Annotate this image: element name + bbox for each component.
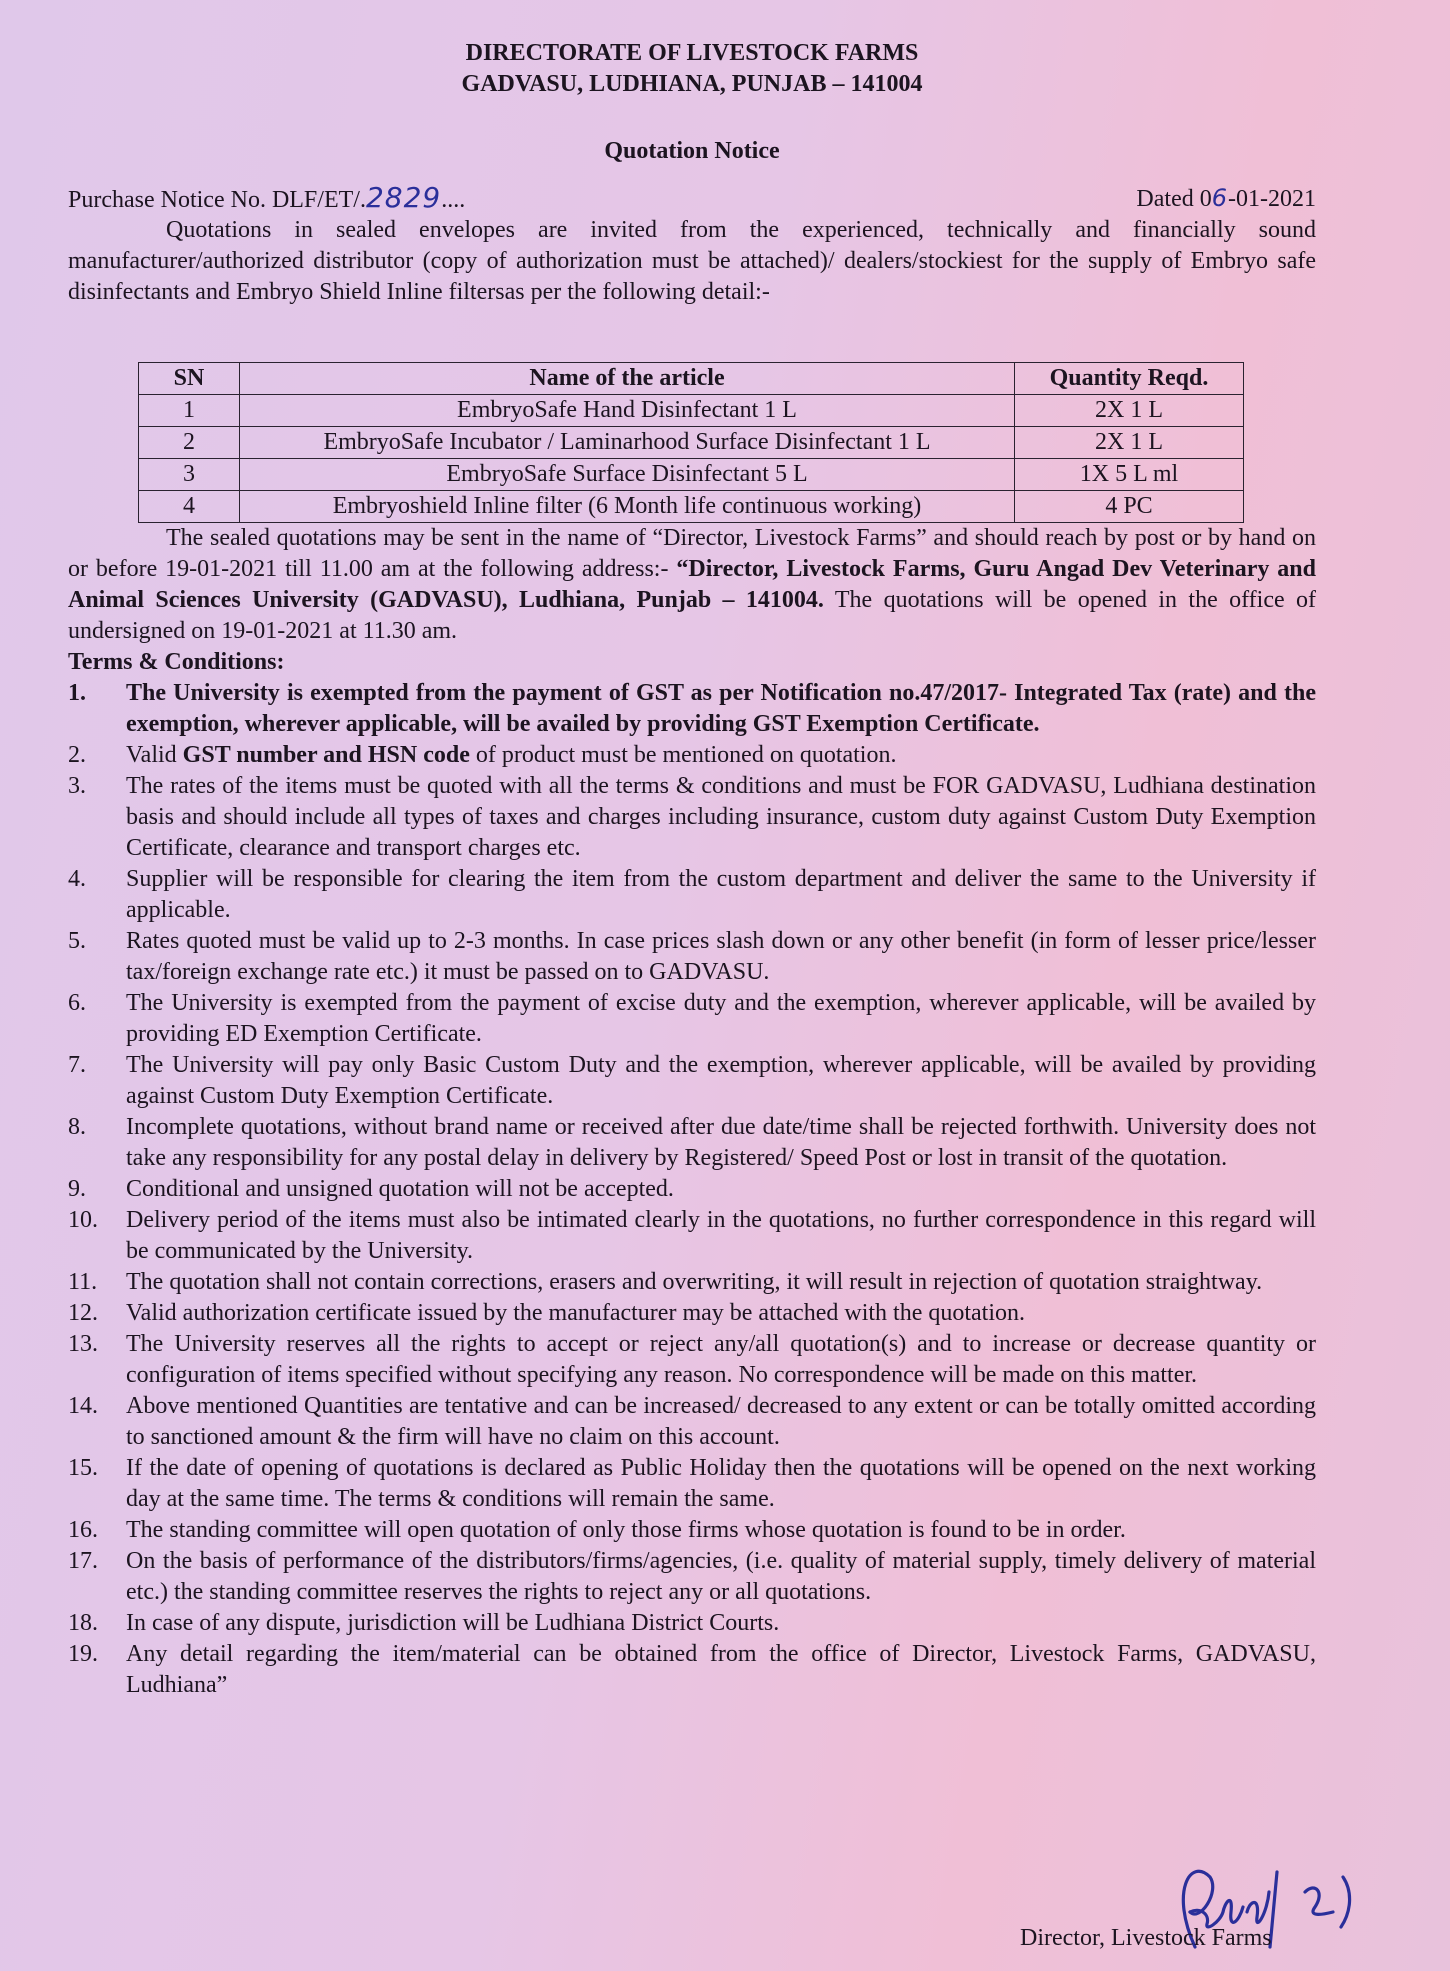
- term-text: Conditional and unsigned quotation will not be accepted.: [126, 1176, 674, 1202]
- signatory-designation: Director, Livestock Farms: [1020, 1925, 1272, 1951]
- term-item: [68, 1298, 1316, 1329]
- header-line-2: GADVASU, LUDHIANA, PUNJAB – 141004: [461, 71, 923, 97]
- term-text: Supplier will be responsible for clearing the item from the custom department and deliver the same to the University if applicable.: [126, 866, 1316, 923]
- term-number: 5.: [68, 928, 86, 954]
- document-page: [68, 38, 1316, 1701]
- submission-address: “Director, Livestock Farms, Guru Angad Dev Veterinary and Animal Sciences University (GADVASU), Ludhiana, Punjab – 141004.: [68, 556, 1316, 613]
- term-text: On the basis of performance of the distributors/firms/agencies, (i.e. quality of material supply, timely delivery of material etc.) the standing committee reserves the rights to reject any or all quotations.: [126, 1548, 1316, 1605]
- cell-sn: 2: [139, 427, 240, 459]
- term-text: Valid GST number and HSN code of product must be mentioned on quotation.: [126, 742, 897, 768]
- header-quantity: Quantity Reqd.: [1015, 363, 1244, 395]
- cell-sn: 3: [139, 459, 240, 491]
- term-number: 13.: [68, 1331, 98, 1357]
- cell-article: Embryoshield Inline filter (6 Month life continuous working): [240, 491, 1015, 523]
- notice-date: Dated 06-01-2021: [1136, 184, 1316, 212]
- items-table: [138, 362, 1244, 523]
- term-text: The University will pay only Basic Custom Duty and the exemption, wherever applicable, will be availed by providing against Custom Duty Exemption Certificate.: [126, 1052, 1316, 1109]
- term-text: If the date of opening of quotations is declared as Public Holiday then the quotations will be opened on the next working day at the same time. The terms & conditions will remain the same.: [126, 1455, 1316, 1512]
- term-number: 7.: [68, 1052, 86, 1078]
- table-row: [139, 491, 1244, 523]
- term-number: 3.: [68, 773, 86, 799]
- table-header-row: [139, 363, 1244, 395]
- term-number: 2.: [68, 742, 86, 768]
- term-text: Above mentioned Quantities are tentative and can be increased/ decreased to any extent or can be totally omitted according to sanctioned amount & the firm will have no claim on this account.: [126, 1393, 1316, 1450]
- header-article: Name of the article: [240, 363, 1015, 395]
- term-number: 4.: [68, 866, 86, 892]
- cell-quantity: 2X 1 L: [1015, 427, 1244, 459]
- term-text: Any detail regarding the item/material can be obtained from the office of Director, Livestock Farms, GADVASU, Ludhiana”: [126, 1641, 1316, 1698]
- term-text: The quotation shall not contain corrections, erasers and overwriting, it will result in rejection of quotation straightway.: [126, 1269, 1263, 1295]
- cell-quantity: 1X 5 L ml: [1015, 459, 1244, 491]
- cell-article: EmbryoSafe Hand Disinfectant 1 L: [240, 395, 1015, 427]
- table-row: [139, 427, 1244, 459]
- term-item: [68, 988, 1316, 1050]
- term-item: [68, 1639, 1316, 1701]
- term-text: Valid authorization certificate issued by the manufacturer may be attached with the quotation.: [126, 1300, 1026, 1326]
- term-number: 18.: [68, 1610, 98, 1636]
- term-item: [68, 678, 1316, 740]
- handwritten-notice-number: 2829: [365, 181, 442, 214]
- term-item: [68, 1515, 1316, 1546]
- term-item: [68, 926, 1316, 988]
- term-item: [68, 1267, 1316, 1298]
- cell-quantity: 4 PC: [1015, 491, 1244, 523]
- term-number: 19.: [68, 1641, 98, 1667]
- term-item: [68, 1050, 1316, 1112]
- term-item: [68, 1205, 1316, 1267]
- header-sn: SN: [139, 363, 240, 395]
- term-text: Delivery period of the items must also be intimated clearly in the quotations, no further correspondence in this regard will be communicated by the University.: [126, 1207, 1316, 1264]
- cell-sn: 4: [139, 491, 240, 523]
- document-header: [68, 38, 1316, 100]
- term-item: [68, 1391, 1316, 1453]
- term-number: 12.: [68, 1300, 98, 1326]
- term-item: [68, 740, 1316, 771]
- term-item: [68, 864, 1316, 926]
- cell-quantity: 2X 1 L: [1015, 395, 1244, 427]
- cell-article: EmbryoSafe Incubator / Laminarhood Surface Disinfectant 1 L: [240, 427, 1015, 459]
- term-item: [68, 1453, 1316, 1515]
- purchase-notice-number: Purchase Notice No. DLF/ET/.2829....: [68, 181, 466, 214]
- cell-article: EmbryoSafe Surface Disinfectant 5 L: [240, 459, 1015, 491]
- term-number: 6.: [68, 990, 86, 1016]
- term-text: Incomplete quotations, without brand name or received after due date/time shall be rejected forthwith. University does not take any responsibility for any postal delay in delivery by Registered/ Speed Post or lost in transit of the quotation.: [126, 1114, 1316, 1171]
- purchase-notice-line: [68, 183, 1316, 215]
- term-item: [68, 1329, 1316, 1391]
- terms-list: [68, 678, 1316, 1701]
- term-text: The University is exempted from the payment of GST as per Notification no.47/2017- Integrated Tax (rate) and the exemption, wherever applicable, will be availed by providing GST Exemption Certificate.: [126, 680, 1316, 737]
- term-number: 14.: [68, 1393, 98, 1419]
- notice-title: Quotation Notice: [604, 138, 780, 164]
- term-number: 9.: [68, 1176, 86, 1202]
- term-item: [68, 1112, 1316, 1174]
- intro-paragraph: Quotations in sealed envelopes are invited from the experienced, technically and financially sound manufacturer/authorized distributor (copy of authorization must be attached)/ dealers/stockiest for the supply of Embryo safe disinfectants and Embryo Shield Inline filtersas per the following detail:-: [68, 217, 1316, 305]
- term-number: 1.: [68, 680, 86, 706]
- term-text: Rates quoted must be valid up to 2-3 months. In case prices slash down or any other benefit (in form of lesser price/lesser tax/foreign exchange rate etc.) it must be passed on to GADVASU.: [126, 928, 1316, 985]
- table-row: [139, 395, 1244, 427]
- submission-paragraph: The sealed quotations may be sent in the name of “Director, Livestock Farms” and should reach by post or by hand on or before 19-01-2021 till 11.00 am at the following address:- “Director, Livestock Farms, Guru Angad Dev Veterinary and Animal Sciences University (GADVASU), Ludhiana, Punjab – 141004. The quotations will be opened in the office of undersigned on 19-01-2021 at 11.30 am.: [68, 525, 1316, 644]
- term-text: In case of any dispute, jurisdiction will be Ludhiana District Courts.: [126, 1610, 780, 1636]
- term-number: 17.: [68, 1548, 98, 1574]
- term-number: 8.: [68, 1114, 86, 1140]
- term-number: 16.: [68, 1517, 98, 1543]
- header-line-1: DIRECTORATE OF LIVESTOCK FARMS: [465, 40, 919, 66]
- term-item: [68, 1174, 1316, 1205]
- term-text: The standing committee will open quotation of only those firms whose quotation is found to be in order.: [126, 1517, 1126, 1543]
- term-text: The University reserves all the rights to accept or reject any/all quotation(s) and to increase or decrease quantity or configuration of items specified without specifying any reason. No correspondence will be made on this matter.: [126, 1331, 1316, 1388]
- term-text: The rates of the items must be quoted with all the terms & conditions and must be FOR GADVASU, Ludhiana destination basis and should include all types of taxes and charges including insurance, custom duty against Custom Duty Exemption Certificate, clearance and transport charges etc.: [126, 773, 1316, 861]
- cell-sn: 1: [139, 395, 240, 427]
- term-number: 11.: [68, 1269, 98, 1295]
- handwritten-date-digit: 6: [1211, 184, 1229, 212]
- term-item: [68, 1546, 1316, 1608]
- term-item: [68, 771, 1316, 864]
- terms-heading: Terms & Conditions:: [68, 649, 285, 675]
- term-number: 15.: [68, 1455, 98, 1481]
- term-item: [68, 1608, 1316, 1639]
- table-row: [139, 459, 1244, 491]
- term-number: 10.: [68, 1207, 98, 1233]
- term-text: The University is exempted from the payment of excise duty and the exemption, wherever applicable, will be availed by providing ED Exemption Certificate.: [126, 990, 1316, 1047]
